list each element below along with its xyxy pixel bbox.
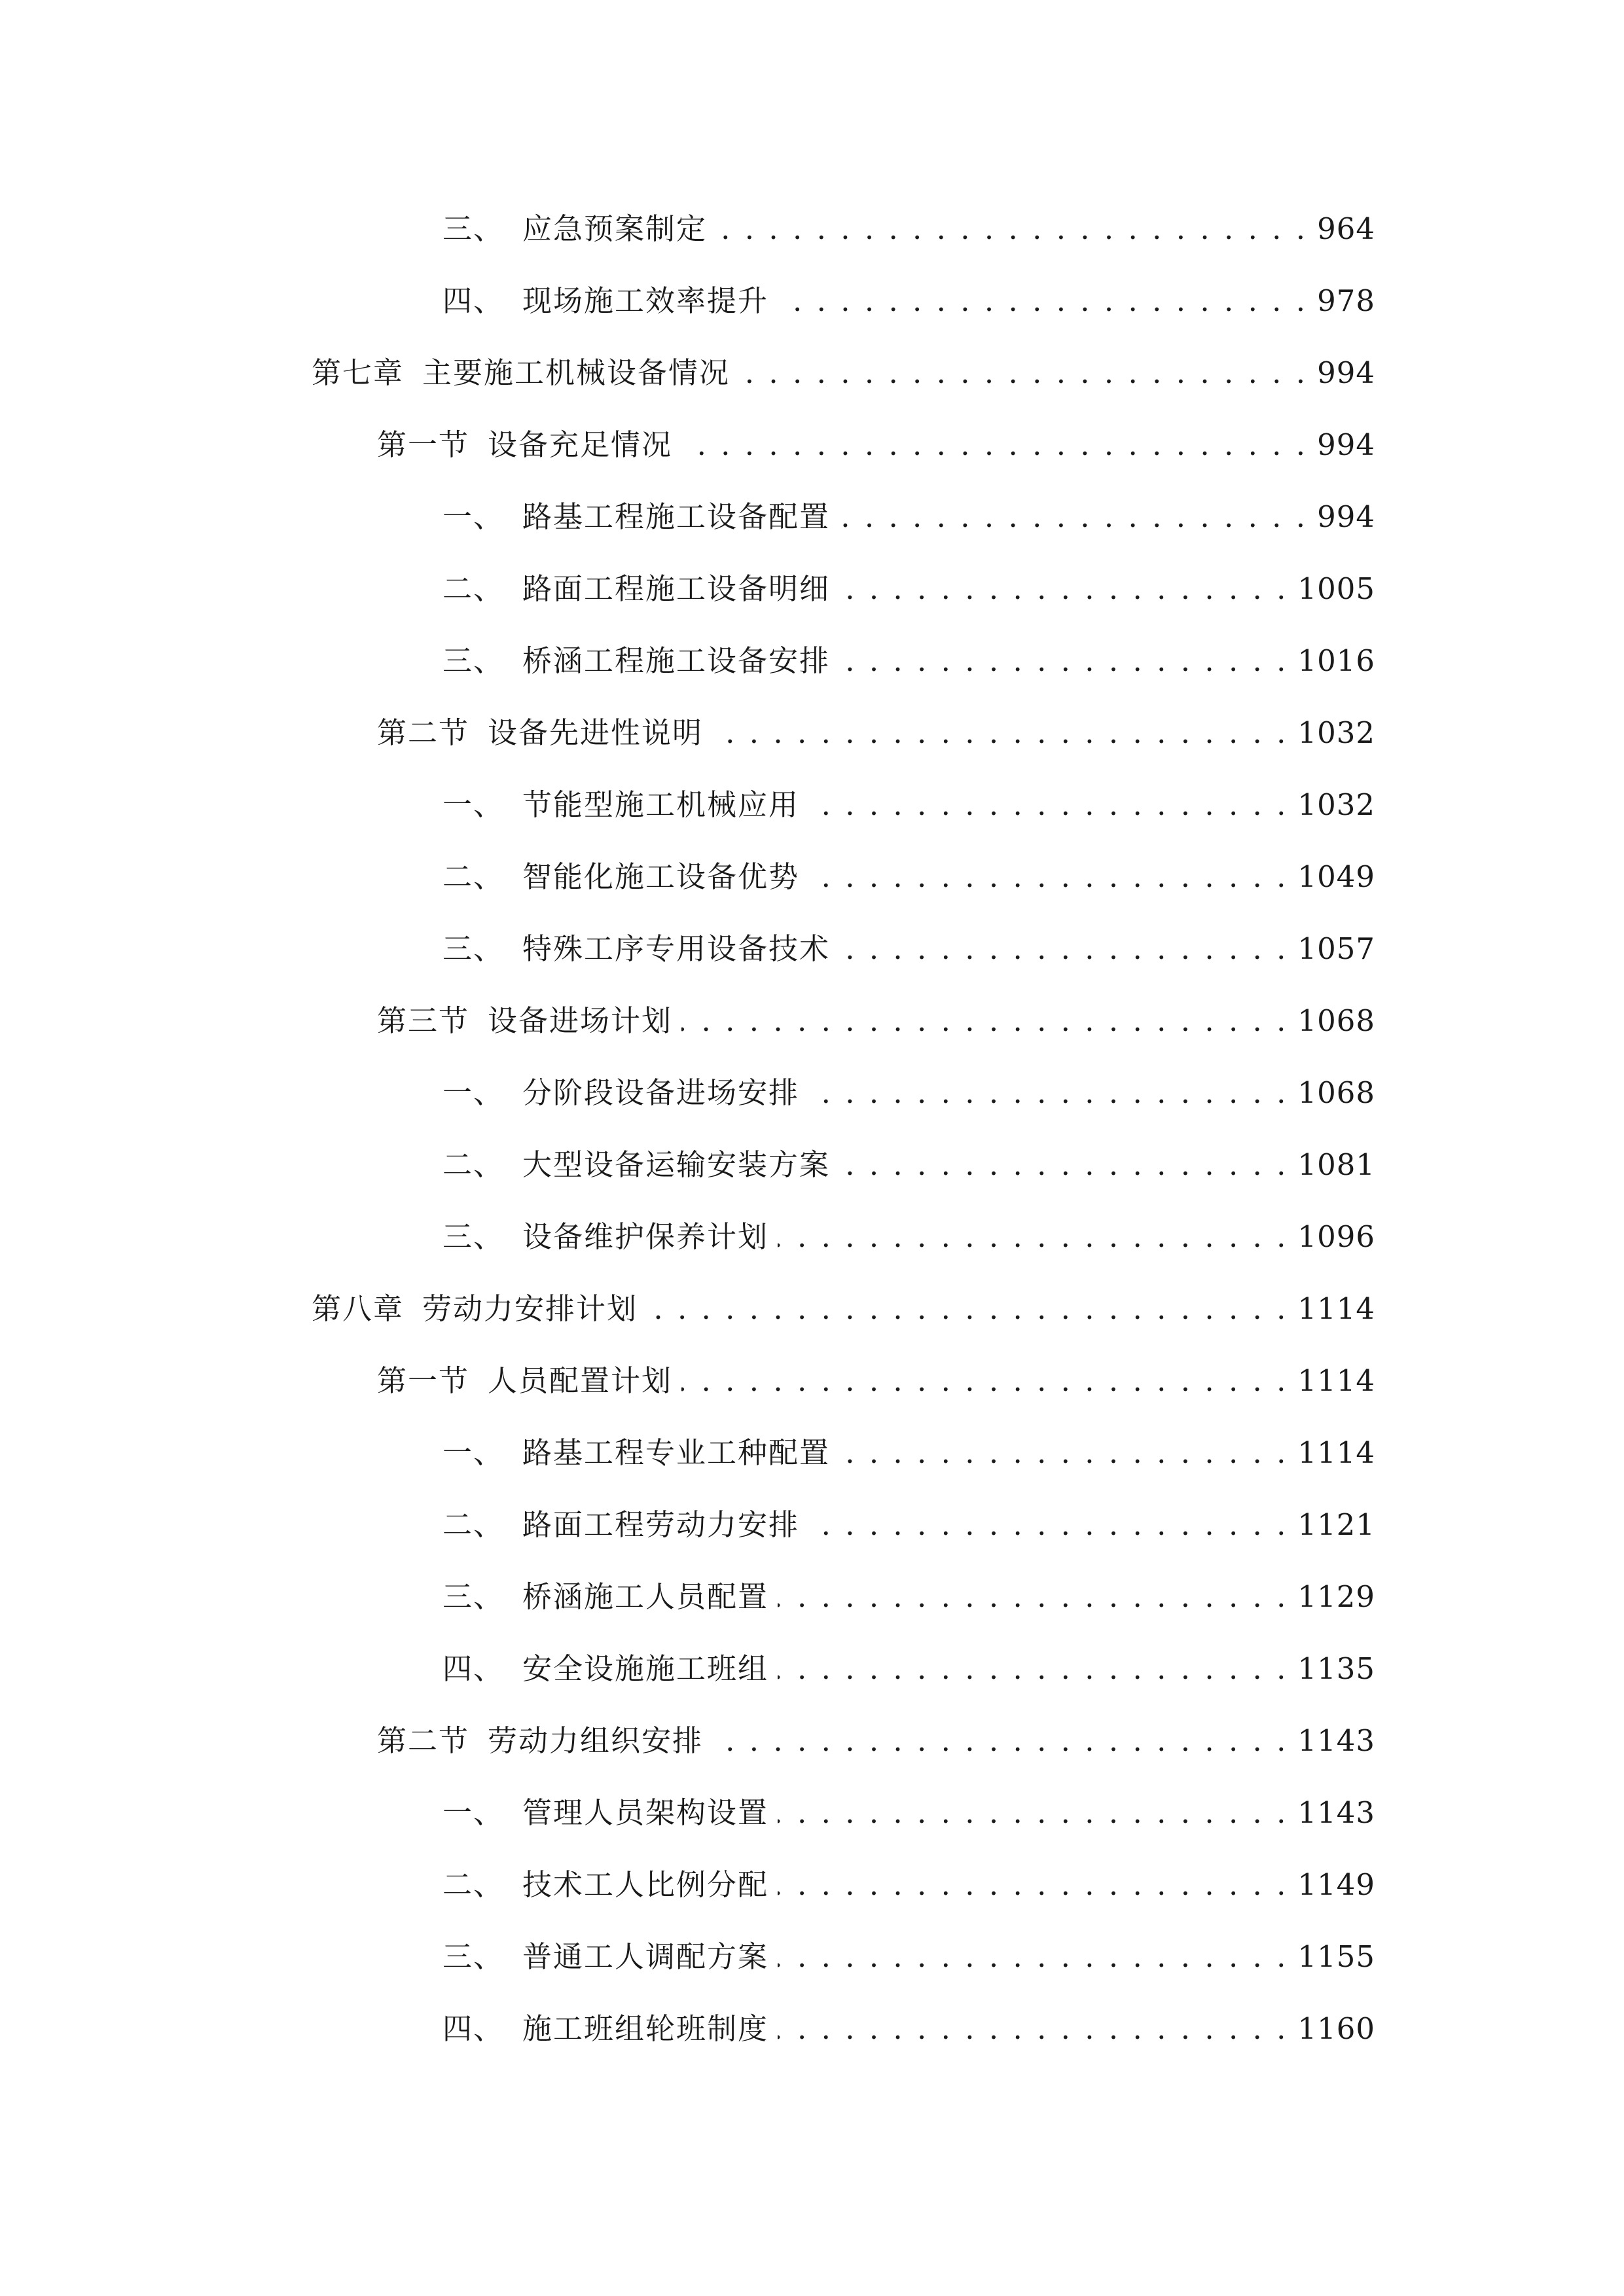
entry-page-number: 1143 [1297,1723,1375,1758]
toc-entry[interactable] [312,1276,1375,1329]
entry-title: 设备维护保养计划 [522,1219,769,1254]
toc-entry[interactable] [312,340,1375,393]
entry-page-number: 1057 [1297,931,1375,966]
entry-page-number: 1016 [1297,643,1375,678]
entry-number: 一、 [442,1435,505,1470]
toc-entry[interactable] [442,1420,1375,1473]
toc-entry[interactable] [442,1492,1375,1545]
entry-title: 人员配置计划 [488,1363,673,1398]
toc-entry[interactable] [377,700,1375,753]
toc-entry[interactable] [442,1204,1375,1257]
entry-page-number: 994 [1317,427,1375,462]
entry-title: 路基工程专业工种配置 [522,1435,831,1470]
toc-entry[interactable] [442,1636,1375,1689]
toc-entry[interactable] [442,1924,1375,1977]
entry-page-number: 964 [1317,211,1375,246]
entry-number: 第二节 [377,1723,470,1758]
entry-number: 第一节 [377,427,470,462]
entry-number: 三、 [442,643,505,678]
dot-leader [808,785,1288,825]
toc-entry[interactable] [377,1708,1375,1761]
toc-entry[interactable] [442,1852,1375,1905]
entry-number: 一、 [442,499,505,534]
toc-entry[interactable] [442,628,1375,681]
dot-leader [739,353,1308,393]
entry-number: 第一节 [377,1363,470,1398]
dot-leader [839,1433,1288,1473]
entry-page-number: 1121 [1297,1507,1375,1542]
entry-title: 节能型施工机械应用 [522,787,800,822]
entry-number: 二、 [442,1147,505,1182]
entry-number: 三、 [442,211,505,246]
entry-title: 路基工程施工设备配置 [522,499,831,534]
dot-leader [778,1865,1288,1905]
entry-page-number: 1005 [1297,571,1375,606]
dot-leader [778,281,1308,321]
dot-leader [808,1073,1288,1113]
entry-page-number: 1096 [1297,1219,1375,1254]
dot-leader [712,713,1288,753]
entry-page-number: 1114 [1297,1435,1375,1470]
toc-entry[interactable] [442,1564,1375,1617]
toc-entry[interactable] [442,1996,1375,2049]
entry-title: 特殊工序专用设备技术 [522,931,831,966]
toc-entry[interactable] [377,412,1375,465]
entry-number: 第二节 [377,715,470,750]
entry-page-number: 1114 [1297,1363,1375,1398]
dot-leader [839,497,1308,537]
dot-leader [778,1649,1288,1689]
entry-number: 第八章 [312,1291,405,1326]
entry-title: 应急预案制定 [522,211,708,246]
entry-number: 二、 [442,1507,505,1542]
toc-entry[interactable] [442,1780,1375,1833]
entry-title: 分阶段设备进场安排 [522,1075,800,1110]
entry-page-number: 1032 [1297,715,1375,750]
entry-number: 四、 [442,2011,505,2046]
entry-title: 大型设备运输安装方案 [522,1147,831,1182]
toc-entry[interactable] [377,1348,1375,1401]
dot-leader [681,425,1308,465]
toc-entry[interactable] [442,484,1375,537]
dot-leader [808,1505,1288,1545]
entry-title: 路面工程施工设备明细 [522,571,831,606]
dot-leader [778,1793,1288,1833]
entry-page-number: 1114 [1297,1291,1375,1326]
entry-page-number: 1149 [1297,1867,1375,1902]
entry-title: 路面工程劳动力安排 [522,1507,800,1542]
toc-entry[interactable] [442,844,1375,897]
entry-number: 第七章 [312,355,405,390]
dot-leader [681,1361,1288,1401]
entry-number: 三、 [442,1939,505,1974]
entry-page-number: 1032 [1297,787,1375,822]
entry-title: 技术工人比例分配 [522,1867,769,1902]
entry-title: 管理人员架构设置 [522,1795,769,1830]
entry-number: 一、 [442,787,505,822]
entry-number: 二、 [442,571,505,606]
toc-entry[interactable] [442,268,1375,321]
entry-page-number: 1068 [1297,1003,1375,1038]
entry-page-number: 1160 [1297,2011,1375,2046]
toc-entry[interactable] [377,988,1375,1041]
entry-number: 一、 [442,1075,505,1110]
dot-leader [808,857,1288,897]
dot-leader [778,2009,1288,2049]
entry-title: 设备充足情况 [488,427,673,462]
entry-page-number: 994 [1317,499,1375,534]
entry-title: 安全设施施工班组 [522,1651,769,1686]
entry-number: 三、 [442,1219,505,1254]
dot-leader [716,209,1308,249]
entry-title: 现场施工效率提升 [522,283,769,318]
entry-title: 劳动力安排计划 [422,1291,638,1326]
entry-page-number: 1143 [1297,1795,1375,1830]
entry-title: 设备先进性说明 [488,715,704,750]
dot-leader [681,1001,1288,1041]
dot-leader [712,1721,1288,1761]
entry-title: 普通工人调配方案 [522,1939,769,1974]
entry-page-number: 1068 [1297,1075,1375,1110]
entry-page-number: 1129 [1297,1579,1375,1614]
entry-page-number: 978 [1317,283,1375,318]
dot-leader [778,1937,1288,1977]
toc-entry[interactable] [442,1060,1375,1113]
entry-page-number: 1049 [1297,859,1375,894]
toc-entry[interactable] [442,772,1375,825]
entry-number: 一、 [442,1795,505,1830]
dot-leader [839,569,1288,609]
dot-leader [839,1145,1288,1185]
entry-number: 四、 [442,1651,505,1686]
entry-title: 施工班组轮班制度 [522,2011,769,2046]
entry-title: 设备进场计划 [488,1003,673,1038]
toc-entry[interactable] [442,916,1375,969]
entry-number: 二、 [442,859,505,894]
toc-entry[interactable] [442,556,1375,609]
entry-page-number: 1081 [1297,1147,1375,1182]
dot-leader [839,929,1288,969]
toc-entry[interactable] [442,1132,1375,1185]
entry-page-number: 994 [1317,355,1375,390]
entry-page-number: 1155 [1297,1939,1375,1974]
dot-leader [647,1289,1288,1329]
entry-title: 智能化施工设备优势 [522,859,800,894]
dot-leader [778,1577,1288,1617]
entry-number: 二、 [442,1867,505,1902]
entry-number: 三、 [442,931,505,966]
entry-title: 主要施工机械设备情况 [422,355,731,390]
entry-page-number: 1135 [1297,1651,1375,1686]
entry-number: 四、 [442,283,505,318]
dot-leader [839,641,1288,681]
entry-number: 第三节 [377,1003,470,1038]
dot-leader [778,1217,1288,1257]
entry-title: 桥涵施工人员配置 [522,1579,769,1614]
entry-number: 三、 [442,1579,505,1614]
toc-entry[interactable] [442,196,1375,249]
entry-title: 劳动力组织安排 [488,1723,704,1758]
entry-title: 桥涵工程施工设备安排 [522,643,831,678]
